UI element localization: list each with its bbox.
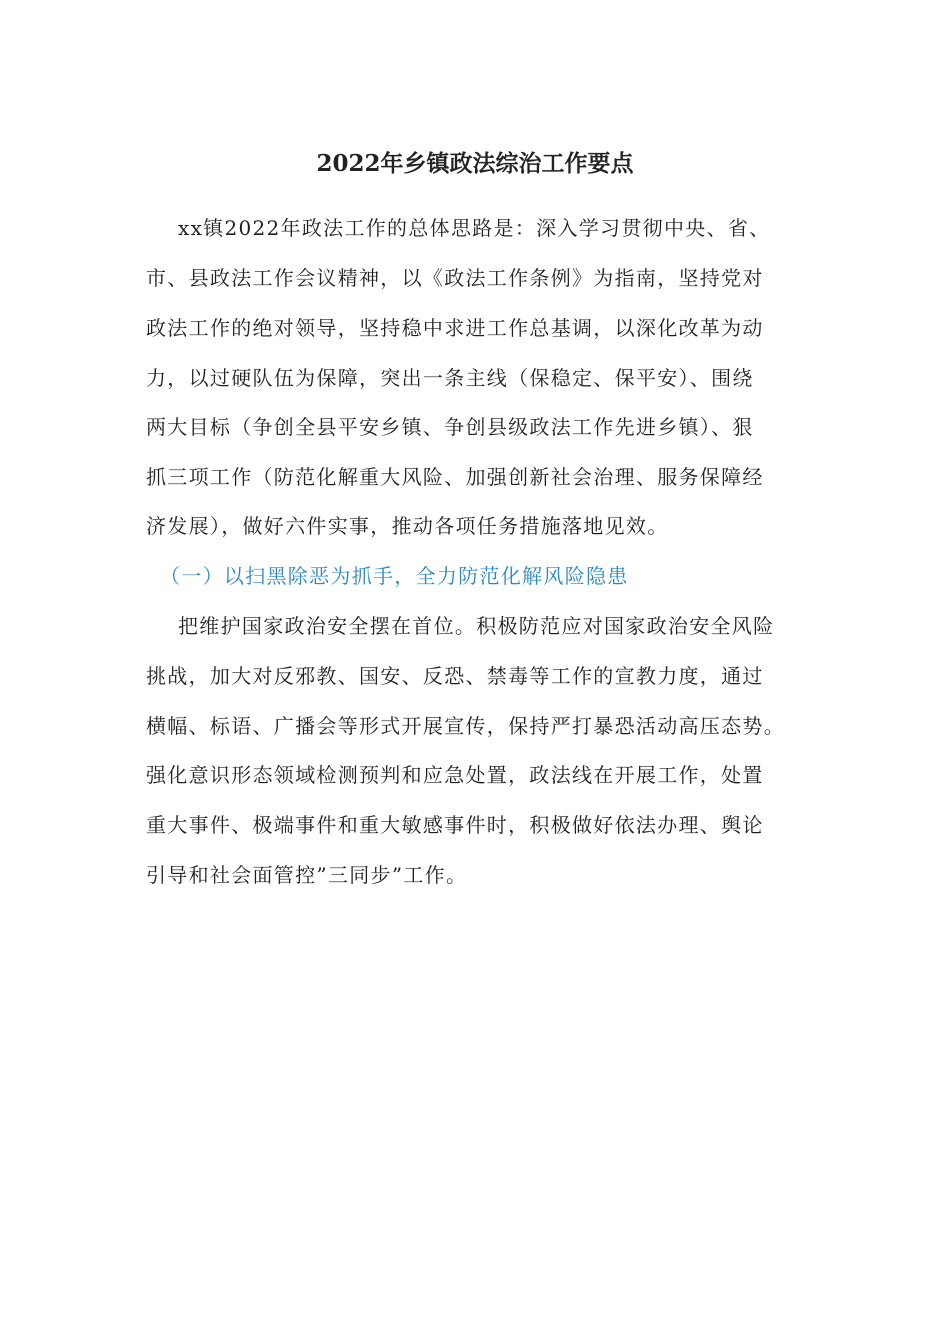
paragraph-line: 横幅、标语、广播会等形式开展宣传，保持严打暴恐活动高压态势。: [146, 714, 785, 738]
paragraph-line: 重大事件、极端事件和重大敏感事件时，积极做好依法办理、舆论: [146, 813, 764, 837]
paragraph-line: 力，以过硬队伍为保障，突出一条主线（保稳定、保平安）、围绕: [146, 366, 754, 390]
paragraph-line: 引导和社会面管控”三同步”工作。: [146, 863, 468, 887]
section-heading: （一）以扫黑除恶为抓手，全力防范化解风险隐患: [160, 564, 629, 588]
paragraph-line: 政法工作的绝对领导，坚持稳中求进工作总基调，以深化改革为动: [146, 316, 764, 340]
paragraph-line: 抓三项工作（防范化解重大风险、加强创新社会治理、服务保障经: [146, 465, 764, 489]
document-title: 2022年乡镇政法综治工作要点: [316, 150, 634, 177]
paragraph-line: 强化意识形态领域检测预判和应急处置，政法线在开展工作，处置: [146, 763, 764, 787]
paragraph-line: xx镇2022年政法工作的总体思路是：深入学习贯彻中央、省、: [178, 216, 771, 240]
paragraph-line: 济发展），做好六件实事，推动各项任务措施落地见效。: [146, 514, 669, 538]
paragraph-line: 挑战，加大对反邪教、国安、反恐、禁毒等工作的宣教力度，通过: [146, 664, 764, 688]
paragraph-line: 把维护国家政治安全摆在首位。积极防范应对国家政治安全风险: [178, 614, 775, 638]
paragraph-line: 市、县政法工作会议精神，以《政法工作条例》为指南，坚持党对: [146, 266, 764, 290]
paragraph-line: 两大目标（争创全县平安乡镇、争创县级政法工作先进乡镇）、狠: [146, 415, 754, 439]
